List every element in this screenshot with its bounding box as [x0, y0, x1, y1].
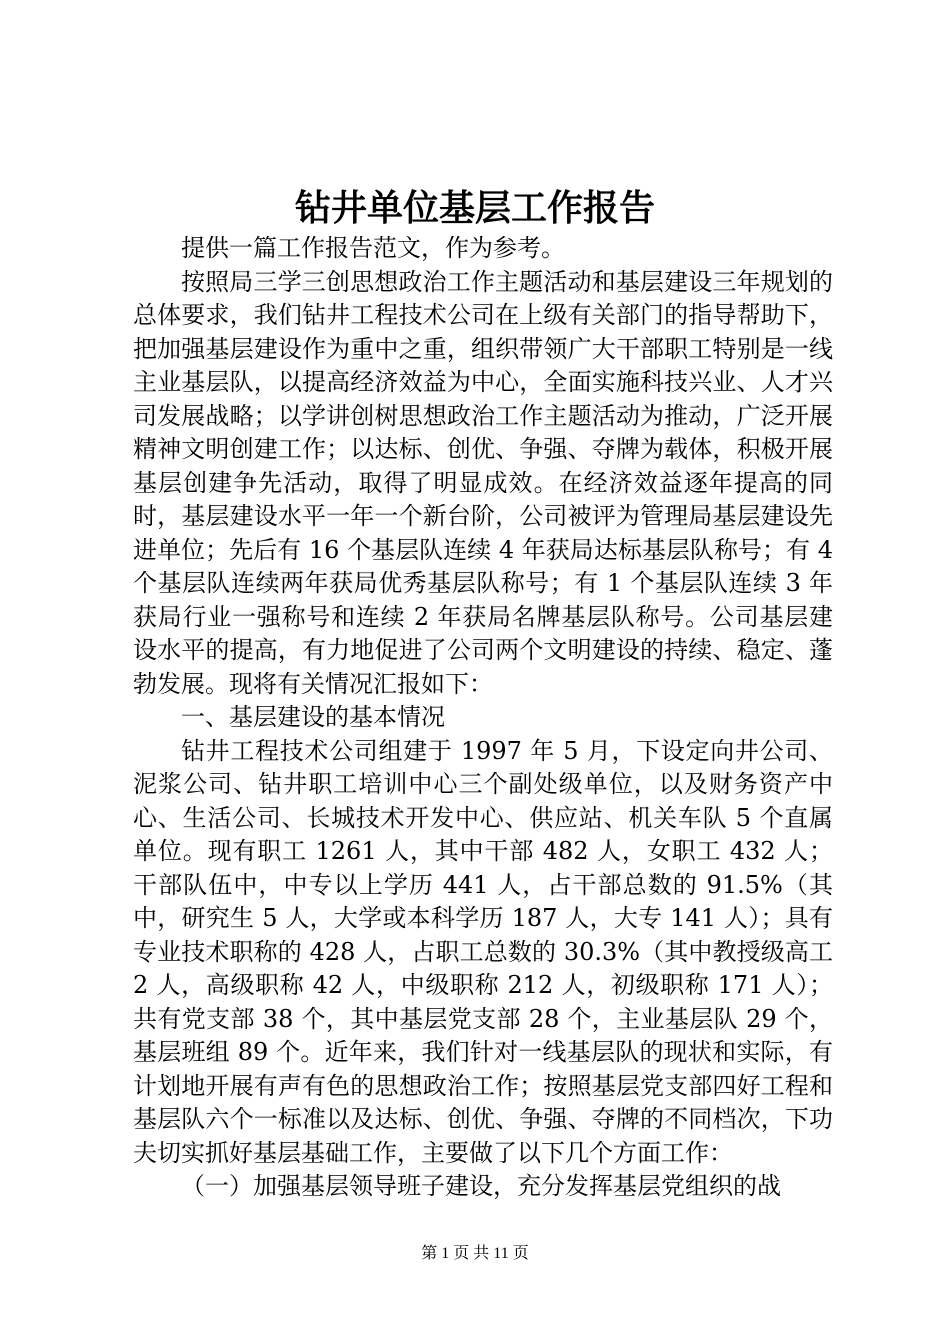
intro-paragraph: 提供一篇工作报告范文，作为参考。	[181, 234, 565, 262]
section-heading: 一、基层建设的基本情况	[181, 703, 445, 731]
document-title: 钻井单位基层工作报告	[294, 187, 655, 229]
page-footer: 第 1 页 共 11 页	[421, 1245, 529, 1262]
subsection-heading: （一）加强基层领导班子建设，充分发挥基层党组织的战	[181, 1172, 781, 1200]
document-body	[133, 232, 833, 1204]
basic-situation-paragraph: 钻井工程技术公司组建于 1997 年 5 月，下设定向井公司、泥浆公司、钻井职工培训中心三个副处级单位，以及财务资产中心、生活公司、长城技术开发中心、供应站、机关车队 5 个直属单位。现有职工 1261 人，其中干部 482 人，女职工 432 人；干部队伍中，中专以上学历 441 人，占干部总数的 91.5%（其中，研究生 5 人，大学或本科学历 187 人，大专 141 人）；具有专业技术职称的 428 人，占职工总数的 30.3%（其中教授级高工 2 人，高级职称 42 人，中级职称 212 人，初级职称 171 人）；共有党支部 38 个，其中基层党支部 28 个，主业基层队 29 个，基层班组 89 个。近年来，我们针对一线基层队的现状和实际，有计划地开展有声有色的思想政治工作；按照基层党支部四好工程和基层队六个一标准以及达标、创优、争强、夺牌的不同档次，下功夫切实抓好基层基础工作，主要做了以下几个方面工作：	[133, 736, 833, 1167]
summary-paragraph: 按照局三学三创思想政治工作主题活动和基层建设三年规划的总体要求，我们钻井工程技术公司在上级有关部门的指导帮助下，把加强基层建设作为重中之重，组织带领广大干部职工特别是一线主业基层队，以提高经济效益为中心，全面实施科技兴业、人才兴司发展战略；以学讲创树思想政治工作主题活动为推动，广泛开展精神文明创建工作；以达标、创优、争强、夺牌为载体，积极开展基层创建争先活动，取得了明显成效。在经济效益逐年提高的同时，基层建设水平一年一个新台阶，公司被评为管理局基层建设先进单位；先后有 16 个基层队连续 4 年获局达标基层队称号；有 4 个基层队连续两年获局优秀基层队称号；有 1 个基层队连续 3 年获局行业一强称号和连续 2 年获局名牌基层队称号。公司基层建设水平的提高，有力地促进了公司两个文明建设的持续、稳定、蓬勃发展。现将有关情况汇报如下：	[133, 267, 833, 698]
